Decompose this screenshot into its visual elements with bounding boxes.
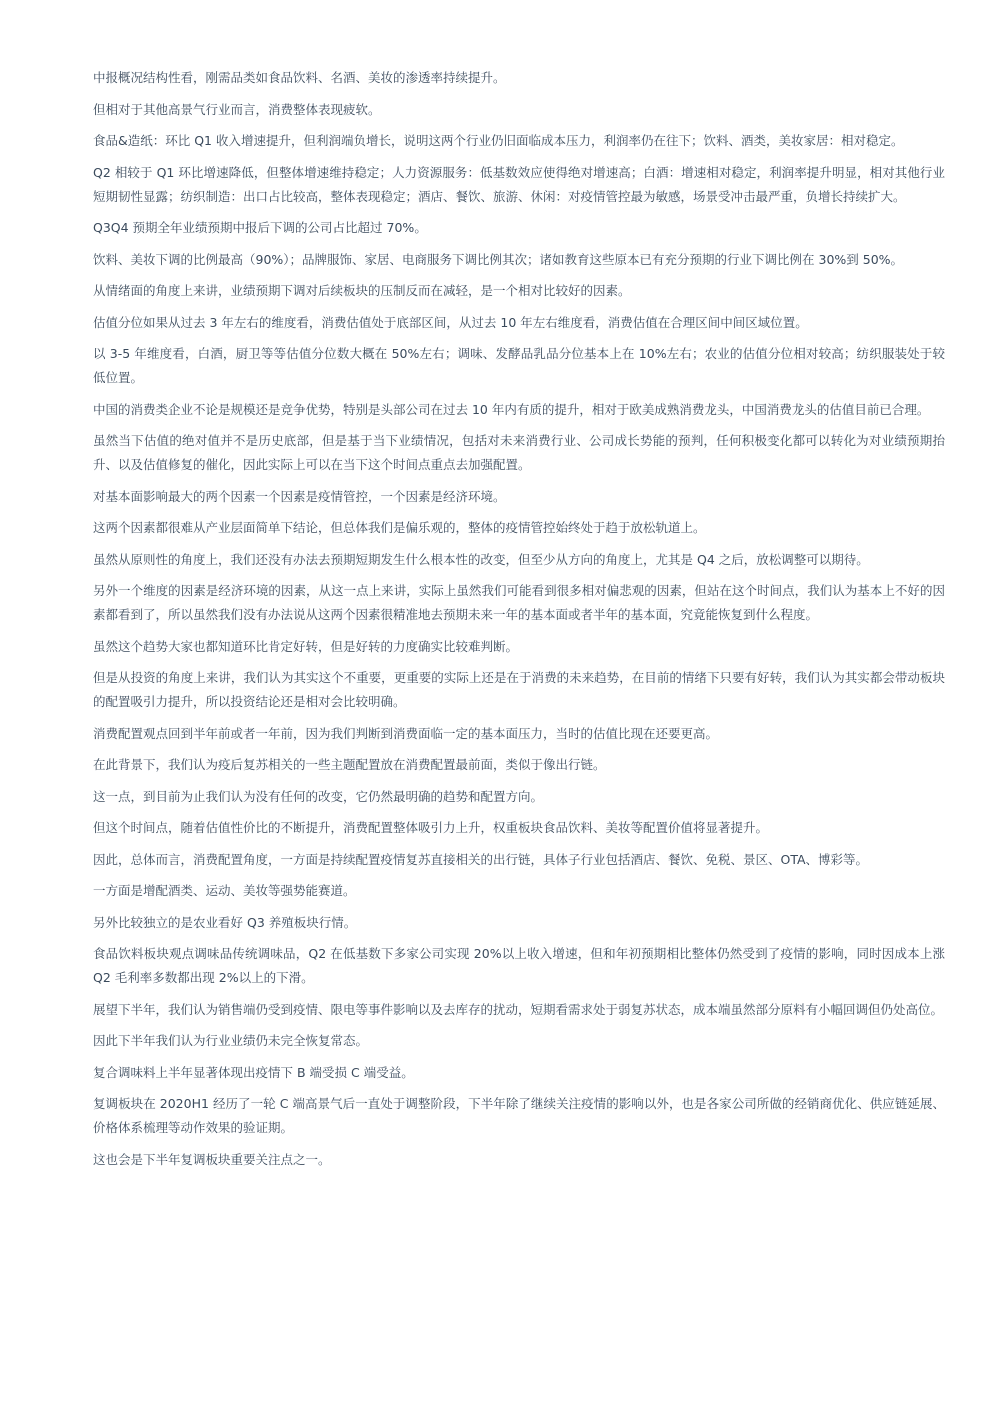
paragraph: 一方面是增配酒类、运动、美妆等强势能赛道。 xyxy=(93,883,356,898)
paragraph: 虽然当下估值的绝对值并不是历史底部，但是基于当下业绩情况，包括对未来消费行业、公司成长势能的预判，任何积极变化都可以转化为对业绩预期抬升、以及估值修复的催化，因此实际上可以在当下这个时间点重点去加强配置。 xyxy=(93,433,945,472)
paragraph: 消费配置观点回到半年前或者一年前，因为我们判断到消费面临一定的基本面压力，当时的估值比现在还要更高。 xyxy=(93,725,719,741)
paragraph: 食品饮料板块观点调味品传统调味品，Q2 在低基数下多家公司实现 20%以上收入增速，但和年初预期相比整体仍然受到了疫情的影响，同时因成本上涨 Q2 毛利率多数都出现 2%以上的下滑。 xyxy=(93,946,945,985)
paragraph: 饮料、美妆下调的比例最高（90%）；品牌服饰、家居、电商服务下调比例其次；诸如教育这些原本已有充分预期的行业下调比例在 30%到 50%。 xyxy=(93,251,904,267)
paragraph: 虽然从原则性的角度上，我们还没有办法去预期短期发生什么根本性的改变，但至少从方向的角度上，尤其是 Q4 之后，放松调整可以期待。 xyxy=(93,551,869,567)
paragraph: 食品&造纸：环比 Q1 收入增速提升，但利润端负增长，说明这两个行业仍旧面临成本压力，利润率仍在往下；饮料、酒类，美妆家居：相对稳定。 xyxy=(93,133,904,148)
paragraph: 另外一个维度的因素是经济环境的因素，从这一点上来讲，实际上虽然我们可能看到很多相对偏悲观的因素，但站在这个时间点，我们认为基本上不好的因素都看到了，所以虽然我们没有办法说从这两个因素很精准地去预期未来一年的基本面或者半年的基本面，究竟能恢复到什么程度。 xyxy=(93,583,945,622)
paragraph: 虽然这个趋势大家也都知道环比肯定好转，但是好转的力度确实比较难判断。 xyxy=(93,638,519,654)
paragraph: 复合调味料上半年显著体现出疫情下 B 端受损 C 端受益。 xyxy=(93,1064,414,1080)
paragraph: 这两个因素都很难从产业层面简单下结论，但总体我们是偏乐观的，整体的疫情管控始终处于趋于放松轨道上。 xyxy=(93,520,706,535)
paragraph: 另外比较独立的是农业看好 Q3 养殖板块行情。 xyxy=(93,914,357,930)
paragraph: 但这个时间点，随着估值性价比的不断提升，消费配置整体吸引力上升，权重板块食品饮料、美妆等配置价值将显著提升。 xyxy=(93,820,769,835)
paragraph: Q3Q4 预期全年业绩预期中报后下调的公司占比超过 70%。 xyxy=(93,220,427,235)
paragraph: 展望下半年，我们认为销售端仍受到疫情、限电等事件影响以及去库存的扰动，短期看需求处于弱复苏状态，成本端虽然部分原料有小幅回调但仍处高位。 xyxy=(93,1001,944,1017)
paragraph: 估值分位如果从过去 3 年左右的维度看，消费估值处于底部区间，从过去 10 年左右维度看，消费估值在合理区间中间区域位置。 xyxy=(93,314,808,330)
paragraph: 但是从投资的角度上来讲，我们认为其实这个不重要，更重要的实际上还是在于消费的未来趋势，在目前的情绪下只要有好转，我们认为其实都会带动板块的配置吸引力提升，所以投资结论还是相对会比较明确。 xyxy=(93,670,945,709)
paragraph: 但相对于其他高景气行业而言，消费整体表现疲软。 xyxy=(93,101,381,117)
paragraph: 以 3-5 年维度看，白酒，厨卫等等估值分位数大概在 50%左右；调味、发酵品乳品分位基本上在 10%左右；农业的估值分位相对较高；纺织服装处于较低位置。 xyxy=(93,346,945,385)
paragraph: 这一点，到目前为止我们认为没有任何的改变，它仍然最明确的趋势和配置方向。 xyxy=(93,788,544,804)
paragraph: Q2 相较于 Q1 环比增速降低，但整体增速维持稳定；人力资源服务：低基数效应使得绝对增速高；白酒：增速相对稳定，利润率提升明显，相对其他行业短期韧性显露；纺织制造：出口占比较高，整体表现稳定；酒店、餐饮、旅游、休闲：对疫情管控最为敏感，场景受冲击最严重，负增长持续扩大。 xyxy=(93,164,945,204)
document-body xyxy=(93,66,945,1179)
paragraph: 对基本面影响最大的两个因素一个因素是疫情管控，一个因素是经济环境。 xyxy=(93,488,506,504)
paragraph: 因此，总体而言，消费配置角度，一方面是持续配置疫情复苏直接相关的出行链，具体子行业包括酒店、餐饮、免税、景区、OTA、博彩等。 xyxy=(93,851,869,867)
paragraph: 这也会是下半年复调板块重要关注点之一。 xyxy=(93,1151,331,1167)
paragraph: 因此下半年我们认为行业业绩仍未完全恢复常态。 xyxy=(93,1033,369,1048)
paragraph: 复调板块在 2020H1 经历了一轮 C 端高景气后一直处于调整阶段，下半年除了继续关注疫情的影响以外，也是各家公司所做的经销商优化、供应链延展、价格体系梳理等动作效果的验证期。 xyxy=(93,1096,945,1135)
paragraph: 中国的消费类企业不论是规模还是竞争优势，特别是头部公司在过去 10 年内有质的提升，相对于欧美成熟消费龙头，中国消费龙头的估值目前已合理。 xyxy=(93,401,930,417)
paragraph: 在此背景下，我们认为疫后复苏相关的一些主题配置放在消费配置最前面，类似于像出行链。 xyxy=(93,757,606,772)
paragraph: 从情绪面的角度上来讲，业绩预期下调对后续板块的压制反而在减轻，是一个相对比较好的因素。 xyxy=(93,283,631,298)
paragraph: 中报概况结构性看，刚需品类如食品饮料、名酒、美妆的渗透率持续提升。 xyxy=(93,70,506,85)
